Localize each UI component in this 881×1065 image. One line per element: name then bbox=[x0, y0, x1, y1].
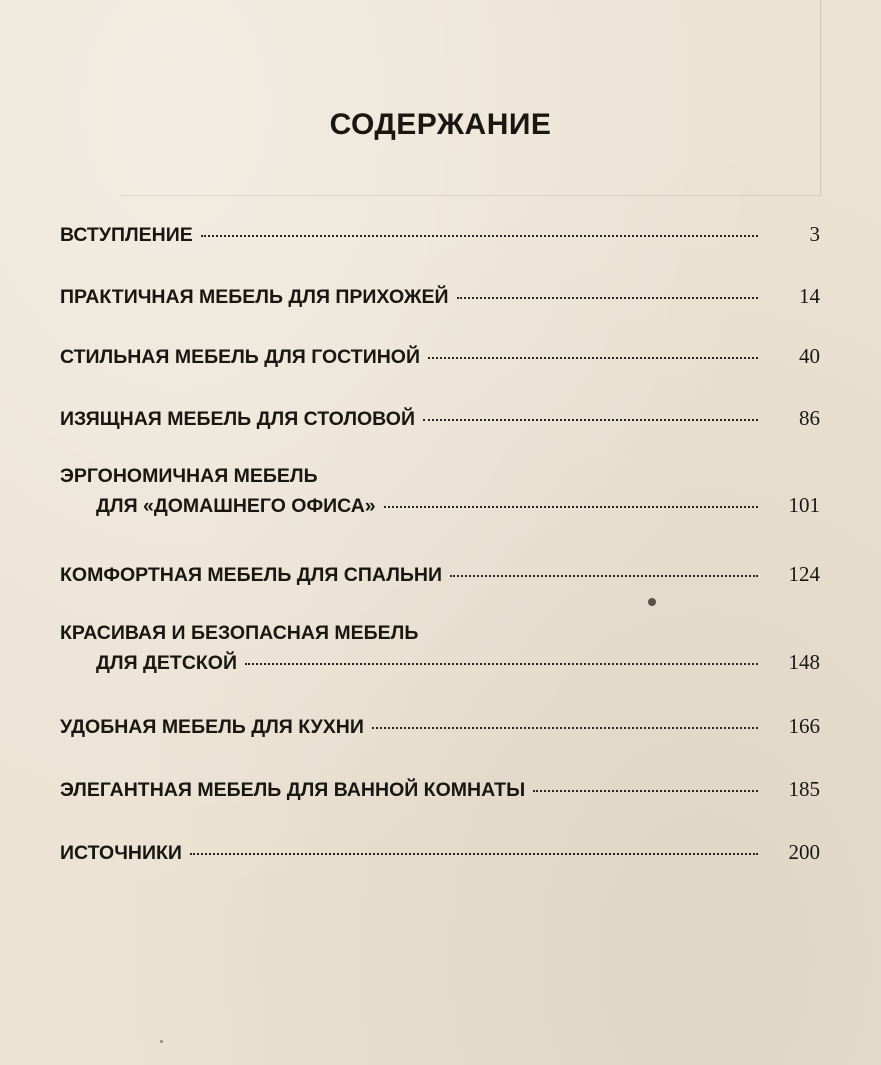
page-title: СОДЕРЖАНИЕ bbox=[329, 108, 552, 141]
toc-entry-page: 166 bbox=[788, 714, 820, 738]
toc-entry-page: 124 bbox=[788, 562, 820, 586]
toc-entry-label-line2: ДЛЯ «ДОМАШНЕГО ОФИСА» bbox=[96, 495, 376, 517]
toc-entry[interactable] bbox=[60, 222, 820, 250]
toc-entry-label: ЭЛЕГАНТНАЯ МЕБЕЛЬ ДЛЯ ВАННОЙ КОМНАТЫ bbox=[60, 779, 526, 801]
toc-entry[interactable] bbox=[60, 777, 820, 805]
toc-entry-page: 148 bbox=[788, 650, 820, 674]
toc-entry[interactable] bbox=[60, 465, 820, 521]
leader-dots bbox=[428, 357, 758, 359]
leader-dots bbox=[533, 790, 758, 792]
toc-entry[interactable] bbox=[60, 714, 820, 742]
toc-entry-label: ИСТОЧНИКИ bbox=[60, 842, 182, 864]
toc-entry-page: 200 bbox=[788, 840, 820, 864]
toc-entry[interactable] bbox=[60, 344, 820, 372]
leader-dots bbox=[384, 506, 758, 508]
toc-entry-label: СТИЛЬНАЯ МЕБЕЛЬ ДЛЯ ГОСТИНОЙ bbox=[60, 346, 420, 368]
paper-speck bbox=[160, 1040, 163, 1043]
toc-entry-label: КОМФОРТНАЯ МЕБЕЛЬ ДЛЯ СПАЛЬНИ bbox=[60, 564, 442, 586]
toc-entry-page: 14 bbox=[799, 284, 820, 308]
leader-dots bbox=[201, 235, 758, 237]
leader-dots bbox=[450, 575, 758, 577]
toc-entry-page: 40 bbox=[799, 344, 820, 368]
toc-entry-label: ИЗЯЩНАЯ МЕБЕЛЬ ДЛЯ СТОЛОВОЙ bbox=[60, 408, 415, 430]
bleed-through-frame bbox=[120, 0, 821, 196]
leader-dots bbox=[245, 663, 758, 665]
toc-entry-page: 3 bbox=[809, 222, 820, 246]
toc-entry-label: КРАСИВАЯ И БЕЗОПАСНАЯ МЕБЕЛЬ bbox=[60, 622, 419, 644]
toc-entry-label-line2: ДЛЯ ДЕТСКОЙ bbox=[96, 652, 237, 674]
leader-dots bbox=[372, 727, 758, 729]
leader-dots bbox=[190, 853, 758, 855]
toc-entry-page: 86 bbox=[799, 406, 820, 430]
leader-dots bbox=[423, 419, 758, 421]
toc-entry-page: 185 bbox=[788, 777, 820, 801]
toc-entry[interactable] bbox=[60, 406, 820, 434]
toc-entry[interactable] bbox=[60, 562, 820, 590]
paper-speck bbox=[648, 598, 656, 606]
toc-entry-label: УДОБНАЯ МЕБЕЛЬ ДЛЯ КУХНИ bbox=[60, 716, 364, 738]
leader-dots bbox=[457, 297, 759, 299]
toc-entry-label: ЭРГОНОМИЧНАЯ МЕБЕЛЬ bbox=[60, 465, 318, 487]
toc-entry-label: ПРАКТИЧНАЯ МЕБЕЛЬ ДЛЯ ПРИХОЖЕЙ bbox=[60, 286, 449, 308]
toc-entry[interactable] bbox=[60, 622, 820, 678]
toc-entry-label: ВСТУПЛЕНИЕ bbox=[60, 224, 193, 246]
toc-entry[interactable] bbox=[60, 840, 820, 868]
toc-entry[interactable] bbox=[60, 284, 820, 312]
toc-entry-page: 101 bbox=[788, 493, 820, 517]
